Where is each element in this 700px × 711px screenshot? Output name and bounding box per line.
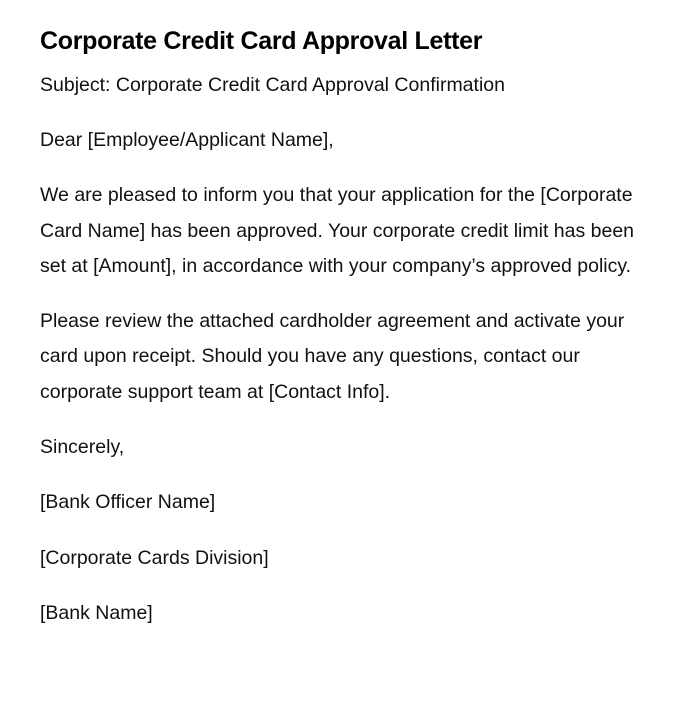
letter-title: Corporate Credit Card Approval Letter (40, 27, 483, 55)
closing: Sincerely, (40, 436, 125, 459)
body-paragraph-instructions: Please review the attached cardholder agreement and activate your card upon receipt. Should you have any questions, contact our corporate support team at [Contact Info]. (40, 310, 625, 403)
signature-bank-name: [Bank Name] (40, 601, 153, 624)
subject-line: Subject: Corporate Credit Card Approval Confirmation (40, 74, 505, 96)
greeting: Dear [Employee/Applicant Name], (40, 129, 334, 151)
signature-officer-name: [Bank Officer Name] (40, 491, 216, 514)
body-paragraph-approval: We are pleased to inform you that your application for the [Corporate Card Name] has been approved. Your corporate credit limit has been set at [Amount], in accordance with your company’s approved policy. (40, 184, 635, 277)
letter-document (40, 24, 660, 631)
signature-division: [Corporate Cards Division] (40, 546, 269, 569)
